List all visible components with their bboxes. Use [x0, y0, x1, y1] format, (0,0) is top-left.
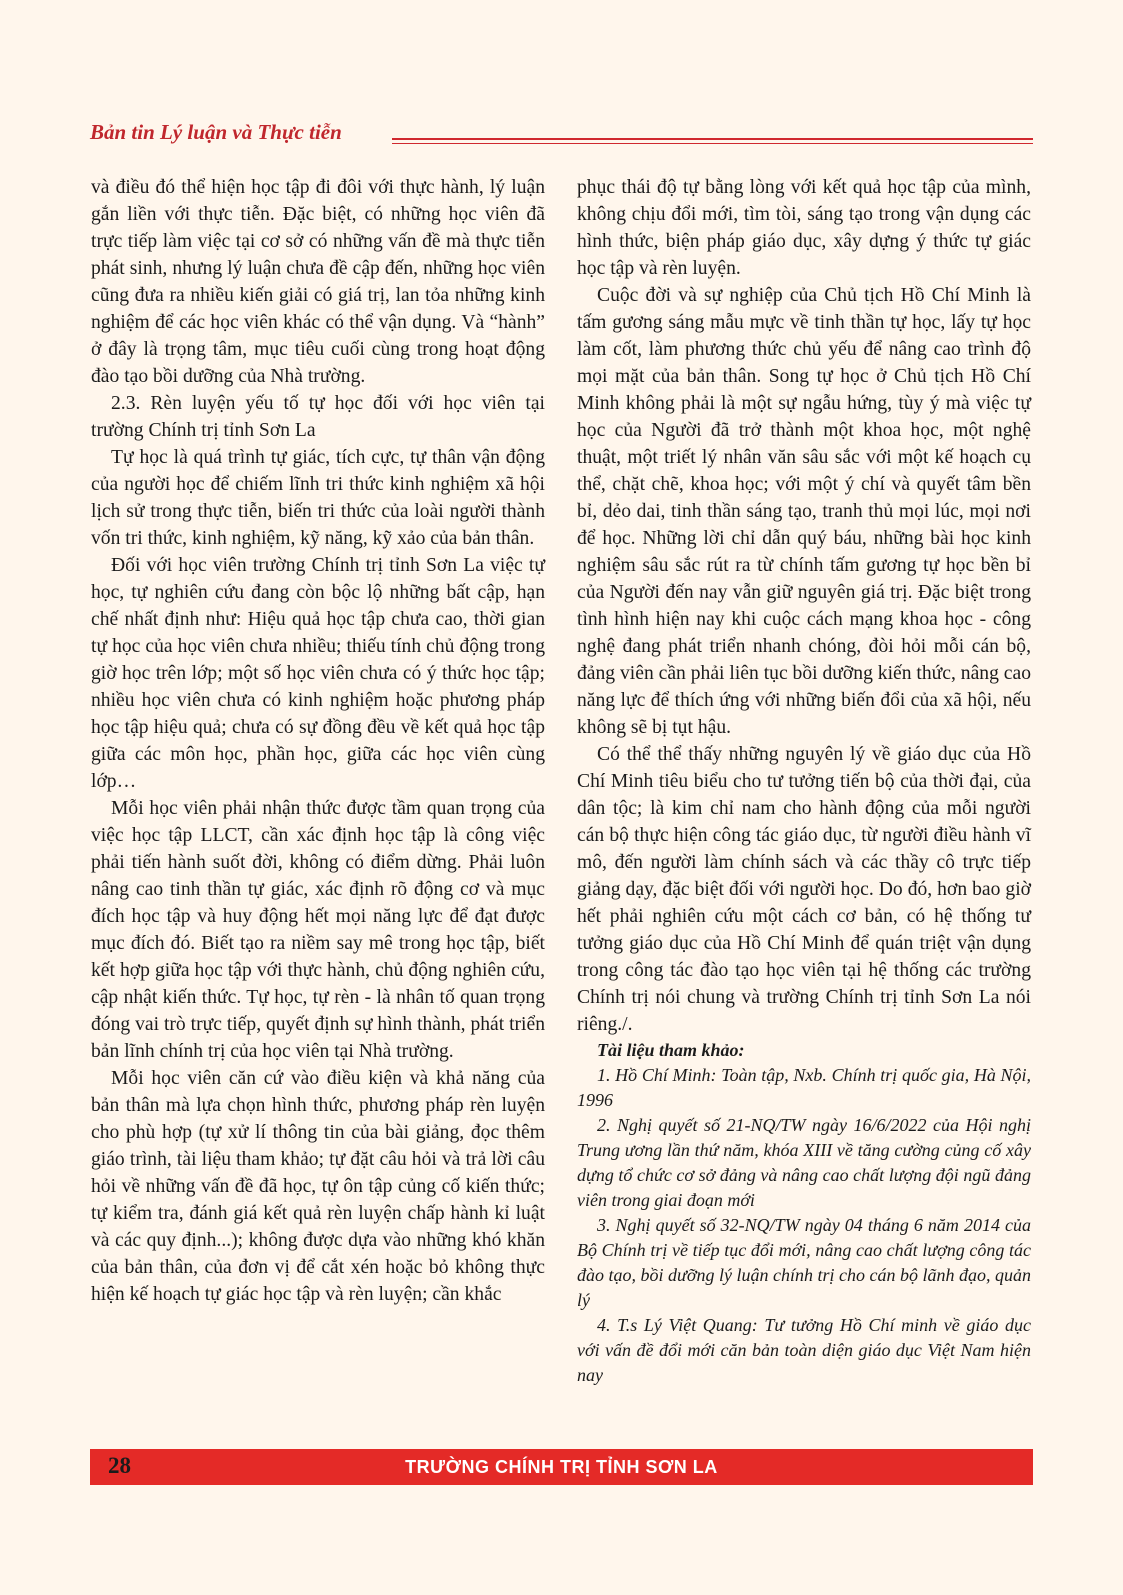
paragraph: phục thái độ tự bằng lòng với kết quả học tập của mình, không chịu đổi mới, tìm tòi, sáng tạo trong vận dụng các hình thức, biện pháp giáo dục, xây dựng ý thức tự giác học tập và rèn luyện. — [577, 177, 1031, 279]
paragraph: Mỗi học viên phải nhận thức được tầm quan trọng của việc học tập LLCT, cần xác định học tập là công việc phải tiến hành suốt đời, không có điểm dừng. Phải luôn nâng cao tinh thần tự giác, xác định rõ động cơ và mục đích học tập và huy động hết mọi năng lực để đạt được mục đích đó. Biết tạo ra niềm say mê trong học tập, biết kết hợp giữa học tập với thực hành, chủ động nghiên cứu, cập nhật kiến thức. Tự học, tự rèn - là nhân tố quan trọng đóng vai trò trực tiếp, quyết định sự hình thành, phát triển bản lĩnh chính trị của học viên tại Nhà trường. — [91, 798, 545, 1062]
reference-item: 2. Nghị quyết số 21-NQ/TW ngày 16/6/2022 của Hội nghị Trung ương lần thứ năm, khóa XIII về tăng cường củng cố xây dựng tổ chức cơ sở đảng và nâng cao chất lượng đội ngũ đảng viên trong giai đoạn mới — [577, 1115, 1031, 1210]
header-rule — [392, 138, 1033, 140]
paragraph: Mỗi học viên căn cứ vào điều kiện và khả năng của bản thân mà lựa chọn hình thức, phương pháp rèn luyện cho phù hợp (tự xử lí thông tin của bài giảng, đọc thêm giáo trình, tài liệu tham khảo; tự đặt câu hỏi và trả lời câu hỏi về những vấn đề đã học, tự ôn tập củng cố kiến thức; tự kiểm tra, đánh giá kết quả rèn luyện chấp hành kỉ luật và các quy định...); không được dựa vào những khó khăn của bản thân, của đơn vị để cắt xén hoặc bỏ không thực hiện kế hoạch tự giác học tập và rèn luyện; cần khắc — [91, 1068, 545, 1305]
paragraph: Có thể thể thấy những nguyên lý về giáo dục của Hồ Chí Minh tiêu biểu cho tư tưởng tiến bộ của thời đại, của dân tộc; là kim chỉ nam cho hành động của mỗi người cán bộ thực hiện công tác giáo dục, từ người điều hành vĩ mô, đến người làm chính sách và các thầy cô trực tiếp giảng dạy, đặc biệt đối với người học. Do đó, hơn bao giờ hết phải nghiên cứu một cách cơ bản, có hệ thống tư tưởng giáo dục của Hồ Chí Minh để quán triệt vận dụng trong công tác đào tạo học viên tại hệ thống các trường Chính trị nói chung và trường Chính trị tỉnh Sơn La nói riêng./. — [577, 744, 1031, 1035]
reference-item: 3. Nghị quyết số 32-NQ/TW ngày 04 tháng 6 năm 2014 của Bộ Chính trị về tiếp tục đổi mới, nâng cao chất lượng công tác đào tạo, bồi dưỡng lý luận chính trị cho cán bộ lãnh đạo, quản lý — [577, 1215, 1031, 1310]
left-column — [91, 174, 545, 1308]
page-footer — [90, 1449, 1033, 1485]
paragraph: Đối với học viên trường Chính trị tỉnh Sơn La việc tự học, tự nghiên cứu đang còn bộc lộ những bất cập, hạn chế nhất định như: Hiệu quả học tập chưa cao, thời gian tự học của học viên chưa nhiều; thiếu tính chủ động trong giờ học trên lớp; một số học viên chưa có ý thức học tập; nhiều học viên chưa có kinh nghiệm hoặc phương pháp học tập hiệu quả; chưa có sự đồng đều về kết quả học tập giữa các môn học, phần học, giữa các học viên cùng lớp… — [91, 555, 545, 792]
paragraph: Cuộc đời và sự nghiệp của Chủ tịch Hồ Chí Minh là tấm gương sáng mẫu mực về tinh thần tự học, lấy tự học làm cốt, làm phương thức chủ yếu để nâng cao trình độ mọi mặt của bản thân. Song tự học ở Chủ tịch Hồ Chí Minh không phải là một sự ngẫu hứng, tùy ý mà việc tự học của Người đã trở thành một khoa học, một nghệ thuật, một triết lý nhân văn sâu sắc với một kế hoạch cụ thể, chặt chẽ, khoa học; với một ý chí và quyết tâm bền bỉ, dẻo dai, tinh thần sáng tạo, tranh thủ mọi lúc, mọi nơi để học. Những lời chỉ dẫn quý báu, những bài học kinh nghiệm sâu sắc rút ra từ chính tấm gương tự học bền bỉ của Người đến nay vẫn giữ nguyên giá trị. Đặc biệt trong tình hình hiện nay khi cuộc cách mạng khoa học - công nghệ đang phát triển nhanh chóng, đòi hỏi mỗi cán bộ, đảng viên cần phải liên tục bồi dưỡng kiến thức, nâng cao năng lực để thích ứng với những biến đổi của xã hội, nếu không sẽ bị tụt hậu. — [577, 285, 1031, 738]
paragraph: Tự học là quá trình tự giác, tích cực, tự thân vận động của người học để chiếm lĩnh tri thức kinh nghiệm xã hội lịch sử trong thực tiễn, biến tri thức của loài người thành vốn tri thức, kinh nghiệm, kỹ năng, kỹ xảo của bản thân. — [91, 447, 545, 549]
reference-item: 1. Hồ Chí Minh: Toàn tập, Nxb. Chính trị quốc gia, Hà Nội, 1996 — [577, 1065, 1031, 1110]
footer-title: TRƯỜNG CHÍNH TRỊ TỈNH SƠN LA — [405, 1457, 718, 1477]
right-column — [577, 174, 1031, 1388]
page-number: 28 — [108, 1453, 131, 1478]
page-header — [90, 118, 1033, 148]
header-rule-thin — [392, 143, 1033, 144]
reference-item: 4. T.s Lý Việt Quang: Tư tưởng Hồ Chí minh về giáo dục với vấn đề đổi mới căn bản toàn diện giáo dục Việt Nam hiện nay — [577, 1315, 1031, 1385]
references-title: Tài liệu tham khảo: — [597, 1040, 745, 1060]
section-heading: 2.3. Rèn luyện yếu tố tự học đối với học viên tại trường Chính trị tỉnh Sơn La — [91, 393, 545, 441]
header-title: Bản tin Lý luận và Thực tiễn — [90, 120, 342, 144]
paragraph: và điều đó thể hiện học tập đi đôi với thực hành, lý luận gắn liền với thực tiễn. Đặc biệt, có những học viên đã trực tiếp làm việc tại cơ sở có những vấn đề mà thực tiễn phát sinh, nhưng lý luận chưa đề cập đến, những học viên cũng đưa ra nhiều kiến giải có giá trị, lan tỏa những kinh nghiệm để các học viên khác có thể vận dụng. Và “hành” ở đây là trọng tâm, mục tiêu cuối cùng trong hoạt động đào tạo bồi dưỡng của Nhà trường. — [91, 177, 545, 387]
